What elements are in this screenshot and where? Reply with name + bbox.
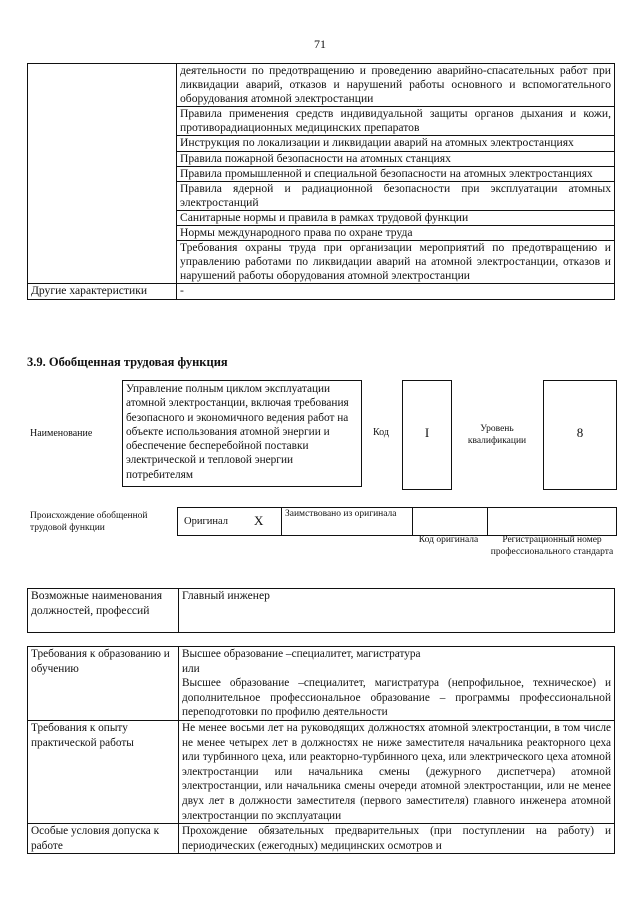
table-cell-right: Нормы международного права по охране труда (177, 226, 615, 241)
function-name-box: Управление полным циклом эксплуатации атомной электростанции, включая требования безопасного и экономичного ведения работ на объекте использования атомной энергии и обеспечение бесперебойной поставки электрической и тепловой энергии потребителям (122, 380, 362, 487)
education-line: Высшее образование –специалитет, магистратура (182, 648, 421, 660)
other-characteristics-label: Другие характеристики (28, 284, 177, 299)
table-row (28, 284, 615, 299)
table-row (28, 64, 615, 107)
level-box (543, 380, 617, 490)
page-number: 71 (314, 37, 326, 51)
name-label: Наименование (30, 428, 93, 439)
table-cell-right: Правила ядерной и радиационной безопасности при эксплуатации атомных электростанций (177, 181, 615, 210)
level-value: 8 (576, 425, 584, 440)
other-characteristics-value: - (177, 284, 615, 299)
level-label: Уровень квалификации (467, 424, 527, 446)
special-conditions-value: Прохождение обязательных предварительных (при поступлении на работу) и периодических (ежегодных) медицинских осмотров и (179, 824, 615, 854)
special-conditions-label: Особые условия допуска к работе (28, 824, 179, 854)
table-cell-right: деятельности по предотвращению и проведению аварийно-спасательных работ при ликвидации аварий, отказов и нарушений работы основного и вспомогательного оборудования атомной электростанции (177, 64, 615, 107)
original-label: Оригинал (184, 516, 228, 527)
table-cell-right: Правила применения средств индивидуальной защиты органов дыхания и кожи, противорадиационных медицинских препаратов (177, 107, 615, 136)
positions-table (27, 588, 615, 633)
code-value: I (424, 425, 430, 440)
experience-label: Требования к опыту практической работы (28, 720, 179, 823)
table-cell-right: Инструкция по локализации и ликвидации аварий на атомных электростанциях (177, 136, 615, 151)
table-row (28, 824, 615, 854)
code-box (402, 380, 452, 490)
table-cell-right: Требования охраны труда при организации мероприятий по предотвращению и управлению работами по ликвидации аварий на атомной электростанции, отказов и нарушений работы оборудования атомной электростанции (177, 241, 615, 284)
reg-number-caption: Регистрационный номер профессионального стандарта (490, 535, 614, 557)
original-cell (178, 508, 282, 535)
positions-value: Главный инженер (179, 589, 615, 633)
education-label: Требования к образованию и обучению (28, 647, 179, 721)
original-mark: X (254, 513, 264, 528)
borrowed-cell: Заимствовано из оригинала (282, 508, 413, 535)
table-cell-right: Правила промышленной и специальной безопасности на атомных электростанциях (177, 166, 615, 181)
requirements-table (27, 646, 615, 854)
origin-label: Происхождение обобщенной трудовой функции (30, 511, 148, 533)
education-value (179, 647, 615, 721)
education-line: Высшее образование –специалитет, магистратура (непрофильное, техническое) и дополнительное профессиональное образование – программы профессиональной переподготовки по профилю деятельности (182, 677, 611, 719)
table-row (28, 647, 615, 721)
table-row (28, 720, 615, 823)
origin-table (177, 507, 617, 536)
knowledge-table (27, 63, 615, 300)
table-row (28, 589, 615, 633)
table-cell-right: Правила пожарной безопасности на атомных станциях (177, 151, 615, 166)
positions-label: Возможные наименования должностей, профессий (28, 589, 179, 633)
code-original-caption: Код оригинала (418, 535, 479, 545)
code-label: Код (373, 427, 389, 438)
table-cell-right: Санитарные нормы и правила в рамках трудовой функции (177, 210, 615, 225)
section-title: 3.9. Обобщенная трудовая функция (27, 355, 228, 369)
education-line: или (182, 662, 200, 675)
code-original-cell (414, 508, 488, 535)
reg-number-cell (488, 508, 616, 535)
experience-value: Не менее восьми лет на руководящих должностях атомной электростанции, в том числе не менее четырех лет в должностях не ниже заместителя начальника реакторного цеха или турбинного цеха, или реакторно-турбинного цеха, или электрического цеха атомной электростанции или начальника смены (дежурного диспетчера) атомной электростанции, или начальника смены очереди атомной электростанции, или не менее двух лет в должности заместителя (первого заместителя) главного инженера атомной электростанции по эксплуатации (179, 720, 615, 823)
table-cell-left (28, 64, 177, 284)
